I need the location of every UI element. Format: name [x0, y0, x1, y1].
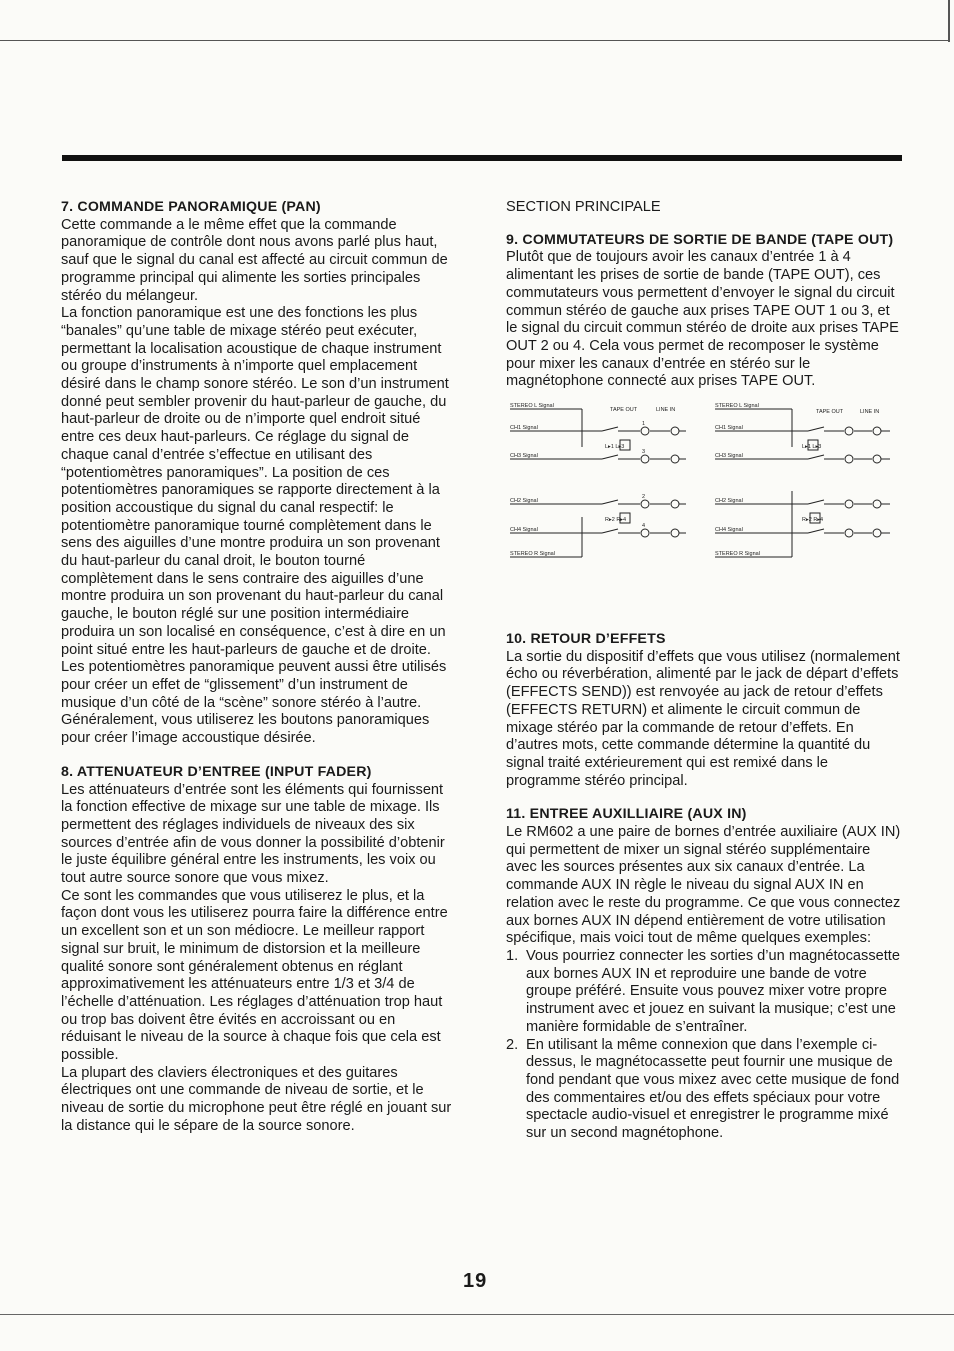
label-switch-l-left: L▸1 L▸3 [605, 444, 625, 451]
label-line-in-right: LINE IN [860, 409, 880, 416]
label-stereo-r-left: STEREO R Signal [510, 551, 555, 558]
section-label: SECTION PRINCIPALE [506, 199, 661, 215]
top-thin-rule [0, 40, 950, 41]
tape-out-paragraph: Plutôt que de toujours avoir les canaux d’entrée 1 à 4 alimentant les prises de sortie de bande (TAPE OUT), ces commutateurs vous permettent d’envoyer le signal du circuit commun stéréo de gauche aux prises TAPE OUT 1 ou 3, et le signal du circuit commun stéréo de droite aux prises TAPE OUT 2 ou 4. Cela vous permet de recomposer le système pour mixer les canaux d’entrée en stéréo sur le magnétophone connecté aux prises TAPE OUT. [506, 249, 899, 390]
label-stereo-l-left: STEREO L Signal [510, 403, 554, 410]
num-2: 2 [642, 494, 646, 501]
label-switch-l-right: L▸1 L▸3 [802, 444, 822, 451]
aux-example-2 [506, 1037, 902, 1143]
pan-paragraph-1: Cette commande a le même effet que la commande panoramique de contrôle dont nous avons parlé plus haut, sauf que le signal du canal est affecté au circuit commun de programme principal qui alimente les sorties principales stéréo du mélangeur. [61, 216, 448, 304]
aux-in-examples [506, 948, 902, 1143]
heading-tape-out: 9. COMMUTATEURS DE SORTIE DE BANDE (TAPE OUT) [506, 231, 894, 248]
label-ch1: CH1 Signal [510, 425, 538, 432]
heading-effects-return: 10. RETOUR D’EFFETS [506, 631, 666, 648]
header-bar [62, 155, 902, 161]
label-ch1-right: CH1 Signal [715, 425, 743, 432]
heading-input-fader: 8. ATTENUATEUR D’ENTREE (INPUT FADER) [61, 763, 372, 780]
pan-paragraph-2: La fonction panoramique est une des fonctions les plus “banales” qu’une table de mixage stéréo peut exécuter, permettant la localisation acoustique de chaque instrument ou groupe d’instruments à n’importe quel emplacement désiré dans le champ sonore stéréo. Le son d’un instrument donné peut sembler provenir du haut-parleur de gauche, du haut-parleur de droite ou de n’importe quel endroit situé entre ces deux haut-parleurs. Ce réglage du signal de chaque canal d’entrée s’effectue en utilisant des “potentiomètres panoramiques”. La position de ces potentiomètres panoramiques se rapporte directement à la position accoustique du signal du canal respectif: le potentiomètre panoramique tourné complètement dans le sens des aiguilles d’une montre produira un son provenant du haut-parleur du canal droit, le bouton tourné complètement dans le sens contraire des aiguilles d’une montre produira un son provenant du haut-parleur du canal gauche, le bouton réglé sur une position intermédiaire produira un son localisé en conséquence, c’est à dire en un point situé entre les haut-parleurs de gauche et de droite. [61, 305, 449, 658]
label-line-in-left: LINE IN [656, 407, 676, 414]
tape-out-diagram [506, 391, 902, 631]
label-tape-out-left: TAPE OUT [610, 407, 638, 414]
aux-example-2-number: 2. [506, 1036, 519, 1053]
num-3: 3 [642, 449, 646, 456]
label-ch2-right: CH2 Signal [715, 498, 743, 505]
aux-example-1 [506, 948, 902, 1037]
right-column [506, 199, 902, 1143]
fader-paragraph-2: Ce sont les commandes que vous utiliserez le plus, et la façon dont vous les utiliserez pourra faire la différence entre un excellent son et un son médiocre. Le meilleur rapport signal sur bruit, le minimum de distorsion et la meilleure qualité sonore sont généralement obtenus en réglant approximativement les atténuateurs entre 1/3 et 3/4 de l’échelle d’atténuation. Les réglages d’atténuation trop haut ou trop bas doivent être évités en accroissant ou en réduisant le niveau de la source à chaque fois que cela est possible. [61, 887, 448, 1064]
label-tape-out-right: TAPE OUT [816, 409, 844, 416]
label-stereo-r-right: STEREO R Signal [715, 551, 760, 558]
heading-aux-in: 11. ENTREE AUXILLIAIRE (AUX IN) [506, 806, 747, 823]
num-1: 1 [642, 421, 646, 428]
label-ch3-right: CH3 Signal [715, 453, 743, 460]
aux-example-1-text: Vous pourriez connecter les sorties d’un magnétocassette aux bornes AUX IN et reproduire une bande de votre groupe préféré. Ensuite vous pouvez mixer votre propre instrument avec et jouez en suivant la musique; c’est une manière formidable de s’entraîner. [526, 947, 900, 1035]
page-number: 19 [463, 1270, 488, 1292]
label-ch4: CH4 Signal [510, 527, 538, 534]
pan-paragraph-3: Les potentiomètres panoramique peuvent aussi être utilisés pour créer un effet de “glissement” d’un instrument de musique d’un côté de la “scène” sonore stéréo à l’autre. [61, 659, 447, 711]
label-stereo-l-right: STEREO L Signal [715, 403, 759, 410]
pan-paragraph-4: Généralement, vous utiliserez les boutons panoramiques pour créer l’image accoustique désirée. [61, 712, 430, 747]
fader-paragraph-3: La plupart des claviers électroniques et des guitares électriques ont une commande de niveau de sortie, et le niveau de sortie du microphone peut être réglé en jouant sur la distance qui le sépare de la source sonore. [61, 1064, 452, 1134]
aux-example-1-number: 1. [506, 947, 519, 964]
fader-paragraph-1: Les atténuateurs d’entrée sont les éléments qui fournissent la fonction effective de mixage sur une table de mixage. Ils permettent des réglages individuels de niveaux des six sources d’entrée afin de vous donner la possibilité d’obtenir le juste équilibre général entre les instruments, les voix ou tout autre source sonore que vous mixez. [61, 781, 445, 887]
label-ch2: CH2 Signal [510, 498, 538, 505]
label-ch3: CH3 Signal [510, 453, 538, 460]
label-switch-r-right: R▸2 R▸4 [802, 517, 824, 524]
left-column [61, 199, 457, 1136]
aux-example-2-text: En utilisant la même connexion que dans l’exemple ci-dessus, le magnétocassette peut fournir une musique de fond pendant que vous mixez avec cette musique de fond des commentaires et/ou des effets spéciaux pour votre spectacle audio-visuel et enregistrer le programme mixé sur un second magnétophone. [526, 1036, 900, 1142]
label-switch-r-left: R▸2 R▸4 [605, 517, 627, 524]
num-4: 4 [642, 523, 646, 530]
effects-return-paragraph: La sortie du dispositif d’effets que vous utilisez (normalement écho ou réverbération, alimenté par le jack de départ d’effets (EFFECTS SEND)) est renvoyée au jack de retour d’effets (EFFECTS RETURN) et alimente le circuit commun de mixage stéréo par la commande de retour d’effets. En d’autres mots, cette commande détermine la quantité du signal traité extérieurement qui est remixé dans le programme stéréo principal. [506, 648, 900, 789]
heading-pan: 7. COMMANDE PANORAMIQUE (PAN) [61, 199, 321, 215]
tape-out-wiring-svg [510, 399, 902, 584]
label-ch4-right: CH4 Signal [715, 527, 743, 534]
bottom-rule [0, 1314, 954, 1315]
aux-in-paragraph: Le RM602 a une paire de bornes d’entrée auxiliaire (AUX IN) qui permettent de mixer un signal stéréo supplémentaire avec les sources présentes aux six canaux d’entrée. La commande AUX IN règle le niveau du signal AUX IN en relation avec le reste du programme. Ce que vous connectez aux bornes AUX IN dépend entièrement de votre utilisation spécifique, mais voici tout de même quelques exemples: [506, 824, 901, 947]
top-corner-rule [948, 0, 950, 42]
